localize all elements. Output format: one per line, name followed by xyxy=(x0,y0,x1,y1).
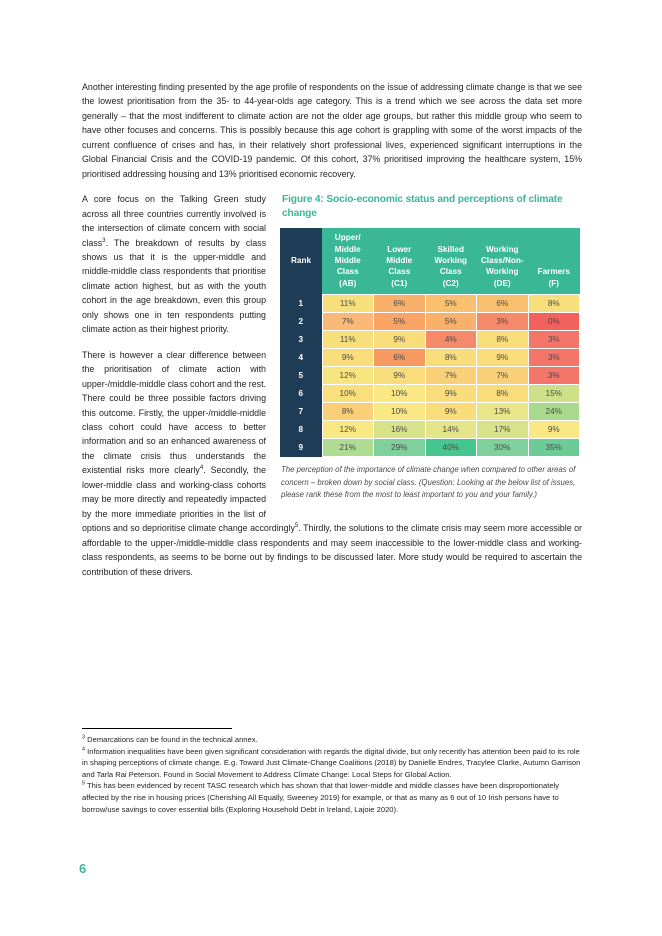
table-header-row xyxy=(280,228,580,295)
heatmap-cell: 7% xyxy=(322,313,374,331)
heatmap-cell: 8% xyxy=(322,403,374,421)
heatmap-cell: 30% xyxy=(477,439,529,457)
table-row xyxy=(280,439,580,457)
heatmap-cell: 8% xyxy=(477,385,529,403)
rank-cell: 7 xyxy=(280,403,322,421)
table-body xyxy=(280,295,580,457)
heatmap-cell: 9% xyxy=(425,385,477,403)
heatmap-cell: 3% xyxy=(528,349,580,367)
p3-text-c: . Thirdly, the solutions to the climate crisis may seem more accessible or affordable to the upper-/middle-middle class respondents and may seem inaccessible to the lower-middle class and working-class respondents, as seems to be borne out by findings to be discussed later. More study would be required to ascertain the contribution of these drivers. xyxy=(82,523,583,577)
footnote-marker: 3 xyxy=(82,734,85,741)
paragraph-age-profile: Another interesting finding presented by the age profile of respondents on the issue of addressing climate change is that we see the lowest prioritisation from the 35- to 44-year-olds age category. This is a trend which we see across the data set more generally – that the most indifferent to climate action are not the older age groups, but rather this middle group who seem to have other focuses and concerns. This is possibly because this age cohort is grappling with some of the worst impacts of the current confluence of crises and has, in their relatively short professional lives, experienced significant interruptions in the Global Financial Crisis and the COVID-19 pandemic. Of this cohort, 37% prioritised improving the healthcare system, 15% prioritised addressing housing and 13% prioritised economic recovery. xyxy=(82,82,582,179)
heatmap-cell: 14% xyxy=(425,421,477,439)
heatmap-cell: 11% xyxy=(322,295,374,313)
heatmap-cell: 12% xyxy=(322,367,374,385)
table-row xyxy=(280,367,580,385)
heatmap-cell: 35% xyxy=(528,439,580,457)
heatmap-cell: 9% xyxy=(374,331,426,349)
footnote-separator-rule xyxy=(82,728,232,729)
heatmap-cell: 10% xyxy=(374,403,426,421)
table-row xyxy=(280,421,580,439)
table-row xyxy=(280,295,580,313)
heatmap-cell: 10% xyxy=(322,385,374,403)
footnote-ref-3: 3 xyxy=(102,236,106,244)
footnote-list xyxy=(82,734,582,815)
figure-caption: The perception of the importance of climate change when compared to other areas of concern – broken down by social class. (Question: Looking at the below list of issues, please rank these from the most to least important to you and your family.) xyxy=(281,465,576,500)
table-row xyxy=(280,349,580,367)
footnote-item: $^5$ This has been evidenced by recent TASC research which has shown that that lower-middle and middle classes have been disproportionately affected by the rise in housing prices (Cherishing All Equally, Sweeney 2019) for example, or that as many as 6 out of 10 Irish persons have to borrow/use savings to cover essential bills (Exploring Household Debt in Ireland, Lajoie 2020). xyxy=(82,780,560,814)
heatmap-cell: 8% xyxy=(528,295,580,313)
column-header-c1: Lower Middle Class (C1) xyxy=(374,228,426,295)
heatmap-cell: 0% xyxy=(528,313,580,331)
rank-cell: 5 xyxy=(280,367,322,385)
table-row xyxy=(280,313,580,331)
heatmap-cell: 21% xyxy=(322,439,374,457)
heatmap-cell: 9% xyxy=(425,403,477,421)
p2-text-a: A core focus on the Talking Green study across all three countries currently involved is the intersection of climate concern with social class xyxy=(82,194,266,248)
heatmap-cell: 7% xyxy=(425,367,477,385)
column-header-f: Farmers (F) xyxy=(528,228,580,295)
p3-text-a: There is however a clear difference between the prioritisation of climate action with upper-/middle-middle class cohort and the rest. There could be three possible factors driving this outcome. Firstly, the upper-/middle-middle class cohort could have access to better information and so an enhanced awareness of the climate crisis thus understands the existential risks more clearly xyxy=(82,349,267,476)
footnote-marker: 4 xyxy=(82,746,85,753)
page-content xyxy=(82,80,582,590)
heatmap-cell: 7% xyxy=(477,367,529,385)
rank-cell: 4 xyxy=(280,349,322,367)
footnote-marker: 5 xyxy=(82,780,85,787)
column-header-ab: Upper/ Middle Middle Class (AB) xyxy=(322,228,374,295)
heatmap-cell: 5% xyxy=(425,313,477,331)
heatmap-cell: 8% xyxy=(477,331,529,349)
column-header-rank: Rank xyxy=(280,228,322,295)
heatmap-cell: 9% xyxy=(374,367,426,385)
table-row xyxy=(280,331,580,349)
heatmap-cell: 13% xyxy=(477,403,529,421)
rank-cell: 9 xyxy=(280,439,322,457)
heatmap-cell: 10% xyxy=(374,385,426,403)
rank-cell: 3 xyxy=(280,331,322,349)
heatmap-cell: 4% xyxy=(425,331,477,349)
heatmap-cell: 5% xyxy=(374,313,426,331)
column-header-de: Working Class/Non- Working (DE) xyxy=(477,228,529,295)
heatmap-cell: 6% xyxy=(477,295,529,313)
footnote-ref-4: 4 xyxy=(199,464,204,472)
footnote-ref-5: 5 xyxy=(294,522,299,530)
heatmap-cell: 16% xyxy=(374,421,426,439)
p2-text-b: . The breakdown of results by class shows us that it is the upper-middle and middle-middle class respondents that prioritise climate action highest, but as with the youth cohort in the age breakdown, even this group only shows one in ten respondents putting climate action as their highest priority. xyxy=(82,237,266,335)
heatmap-cell: 3% xyxy=(528,367,580,385)
heatmap-cell: 5% xyxy=(425,295,477,313)
footnotes-section xyxy=(82,728,582,815)
heatmap-cell: 3% xyxy=(477,313,529,331)
heatmap-cell: 6% xyxy=(374,349,426,367)
heatmap-cell: 15% xyxy=(528,385,580,403)
heatmap-cell: 12% xyxy=(322,421,374,439)
heatmap-cell: 9% xyxy=(477,349,529,367)
heatmap-cell: 24% xyxy=(528,403,580,421)
heatmap-cell: 17% xyxy=(477,421,529,439)
heatmap-cell: 8% xyxy=(425,349,477,367)
heatmap-cell: 40% xyxy=(425,439,477,457)
figure-title: Figure 4: Socio-economic status and perceptions of climate change xyxy=(282,194,563,220)
footnote-item: $^4$ Information inequalities have been given significant consideration with regards the digital divide, but only recently has attention been paid to its role in shaping perceptions of climate change. E.g. Toward Just Climate-Change Coalitions (2018) by Danielle Endres, Tracylee Clarke, Autumn Garrison and Tarla Rai Peterson. Found in Social Movement to Address Climate Change: Local Steps for Global Action. xyxy=(82,746,581,779)
rank-cell: 2 xyxy=(280,313,322,331)
rank-cell: 1 xyxy=(280,295,322,313)
rank-cell: 6 xyxy=(280,385,322,403)
heatmap-cell: 6% xyxy=(374,295,426,313)
heatmap-cell: 9% xyxy=(322,349,374,367)
rank-cell: 8 xyxy=(280,421,322,439)
socio-economic-heatmap-table xyxy=(280,228,580,457)
heatmap-cell: 3% xyxy=(528,331,580,349)
footnote-item: $^3$ Demarcations can be found in the technical annex. xyxy=(82,734,258,744)
p3-text-b: . Secondly, the lower-middle class and working-class cohorts may be more directly and repeatedly impacted by the more immediate priorities in the list of options and so deprioritise climate change accordingly xyxy=(82,465,295,534)
table-row xyxy=(280,385,580,403)
heatmap-cell: 9% xyxy=(528,421,580,439)
heatmap-cell: 29% xyxy=(374,439,426,457)
column-header-c2: Skilled Working Class (C2) xyxy=(425,228,477,295)
table-row xyxy=(280,403,580,421)
heatmap-cell: 11% xyxy=(322,331,374,349)
figure-4 xyxy=(280,193,582,501)
page-number: 6 xyxy=(79,861,87,876)
